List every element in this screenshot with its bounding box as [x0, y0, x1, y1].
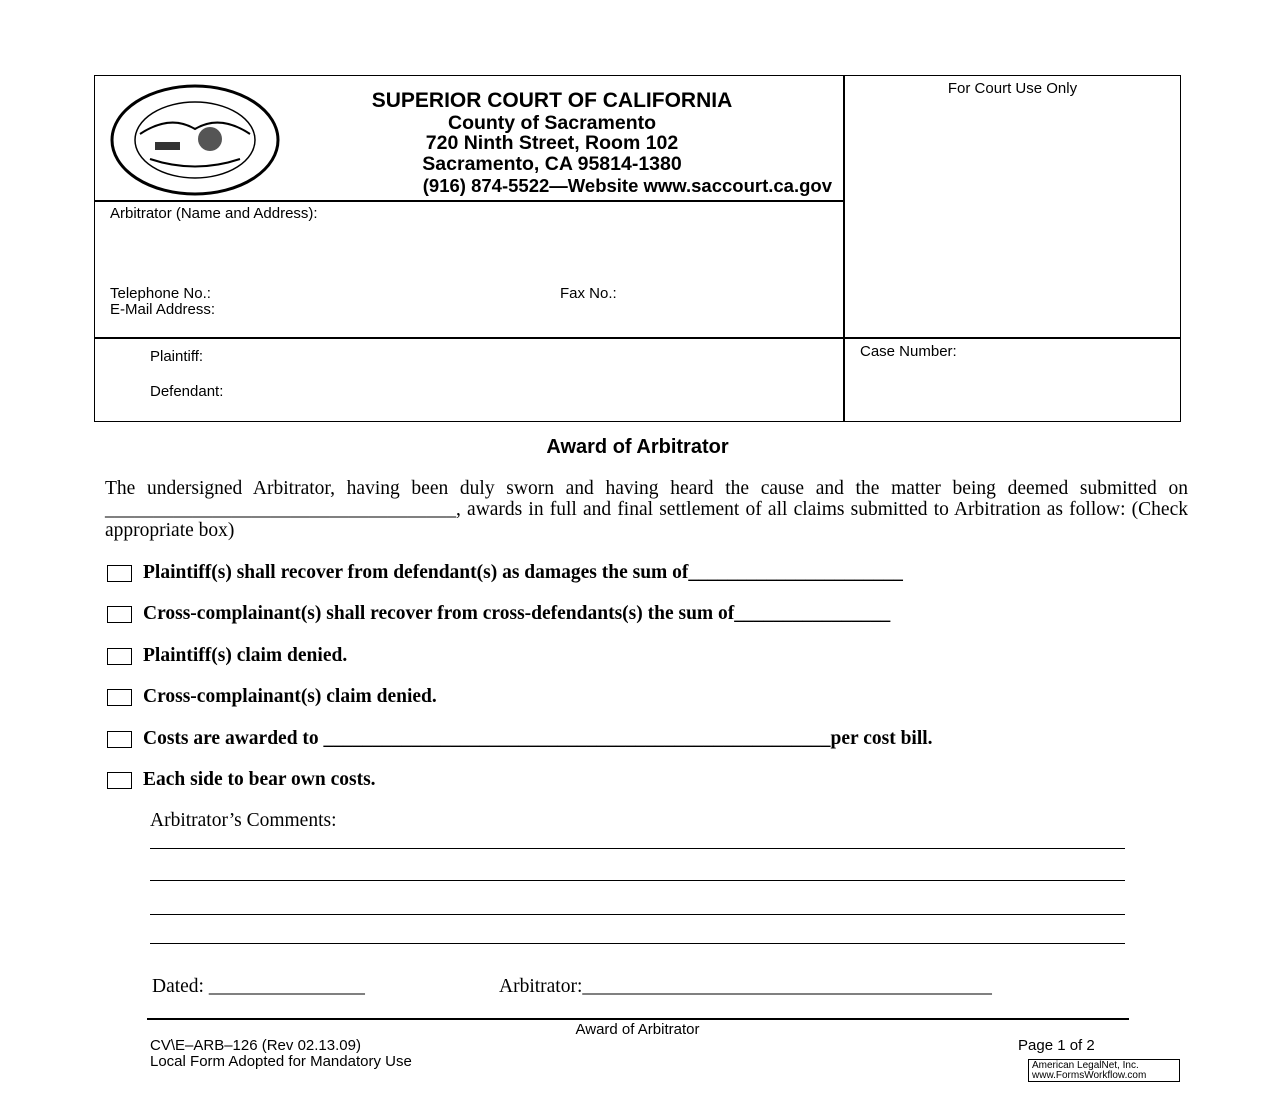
checkbox[interactable] [107, 648, 132, 665]
divider [843, 75, 845, 422]
intro-paragraph: The undersigned Arbitrator, having been duly sworn and having heard the cause and the matter being deemed submitted on ____________________________________, awards in full and final settlement of all claims submitted to Arbitration as follow: (Check appropriate box) [105, 478, 1188, 541]
court-name: SUPERIOR COURT OF CALIFORNIA [371, 89, 733, 112]
checkbox[interactable] [107, 772, 132, 789]
arbitrator-signature-field[interactable]: Arbitrator:__________________________________________ [499, 976, 992, 997]
plaintiff-label: Plaintiff: [150, 348, 204, 365]
comment-line[interactable] [150, 848, 1125, 849]
divider [94, 200, 844, 202]
comment-line[interactable] [150, 880, 1125, 881]
checkbox[interactable] [107, 731, 132, 748]
dated-field[interactable]: Dated: ________________ [152, 976, 365, 997]
fax-label: Fax No.: [560, 285, 617, 302]
option-cross-denied[interactable] [107, 686, 437, 708]
page-title: Award of Arbitrator [546, 436, 729, 458]
arbitrator-label: Arbitrator (Name and Address): [110, 205, 318, 222]
county: County of Sacramento [447, 112, 657, 134]
option-plaintiff-denied[interactable] [107, 645, 347, 667]
option-label: Plaintiff(s) claim denied. [143, 645, 348, 666]
option-label: Plaintiff(s) shall recover from defendant(s) as damages the sum of______________________ [143, 562, 903, 583]
comments-label: Arbitrator’s Comments: [150, 810, 337, 831]
checkbox[interactable] [107, 606, 132, 623]
page-number: Page 1 of 2 [1018, 1037, 1095, 1054]
option-label: Cross-complainant(s) shall recover from cross-defendants(s) the sum of________________ [143, 603, 891, 624]
contact: (916) 874-5522—Website www.saccourt.ca.gov [422, 175, 832, 196]
option-costs-awarded[interactable] [107, 728, 933, 750]
checkbox[interactable] [107, 689, 132, 706]
adopted-note: Local Form Adopted for Mandatory Use [150, 1053, 412, 1070]
divider [94, 337, 1181, 339]
publisher-name: American LegalNet, Inc. [1032, 1060, 1139, 1071]
telephone-label: Telephone No.: [110, 285, 211, 302]
form-id: CV\E–ARB–126 (Rev 02.13.09) [150, 1037, 361, 1054]
option-label: Cross-complainant(s) claim denied. [143, 686, 437, 707]
footer-title: Award of Arbitrator [575, 1021, 700, 1038]
comment-line[interactable] [150, 943, 1125, 944]
publisher-badge [1028, 1059, 1180, 1082]
option-plaintiff-recover[interactable] [107, 562, 903, 584]
defendant-label: Defendant: [150, 383, 224, 400]
option-label: Each side to bear own costs. [143, 769, 376, 790]
case-number-label: Case Number: [860, 343, 957, 360]
option-cross-recover[interactable] [107, 603, 890, 625]
option-own-costs[interactable] [107, 769, 376, 791]
court-seal-logo [110, 84, 280, 196]
city: Sacramento, CA 95814-1380 [422, 153, 682, 175]
checkbox[interactable] [107, 565, 132, 582]
email-label: E-Mail Address: [110, 301, 216, 318]
court-use-label: For Court Use Only [947, 80, 1078, 97]
footer-divider [147, 1018, 1129, 1020]
option-label: Costs are awarded to ____________________________________________________per cost bill. [143, 728, 933, 749]
street: 720 Ninth Street, Room 102 [425, 132, 679, 154]
publisher-url: www.FormsWorkflow.com [1032, 1070, 1147, 1081]
comment-line[interactable] [150, 914, 1125, 915]
